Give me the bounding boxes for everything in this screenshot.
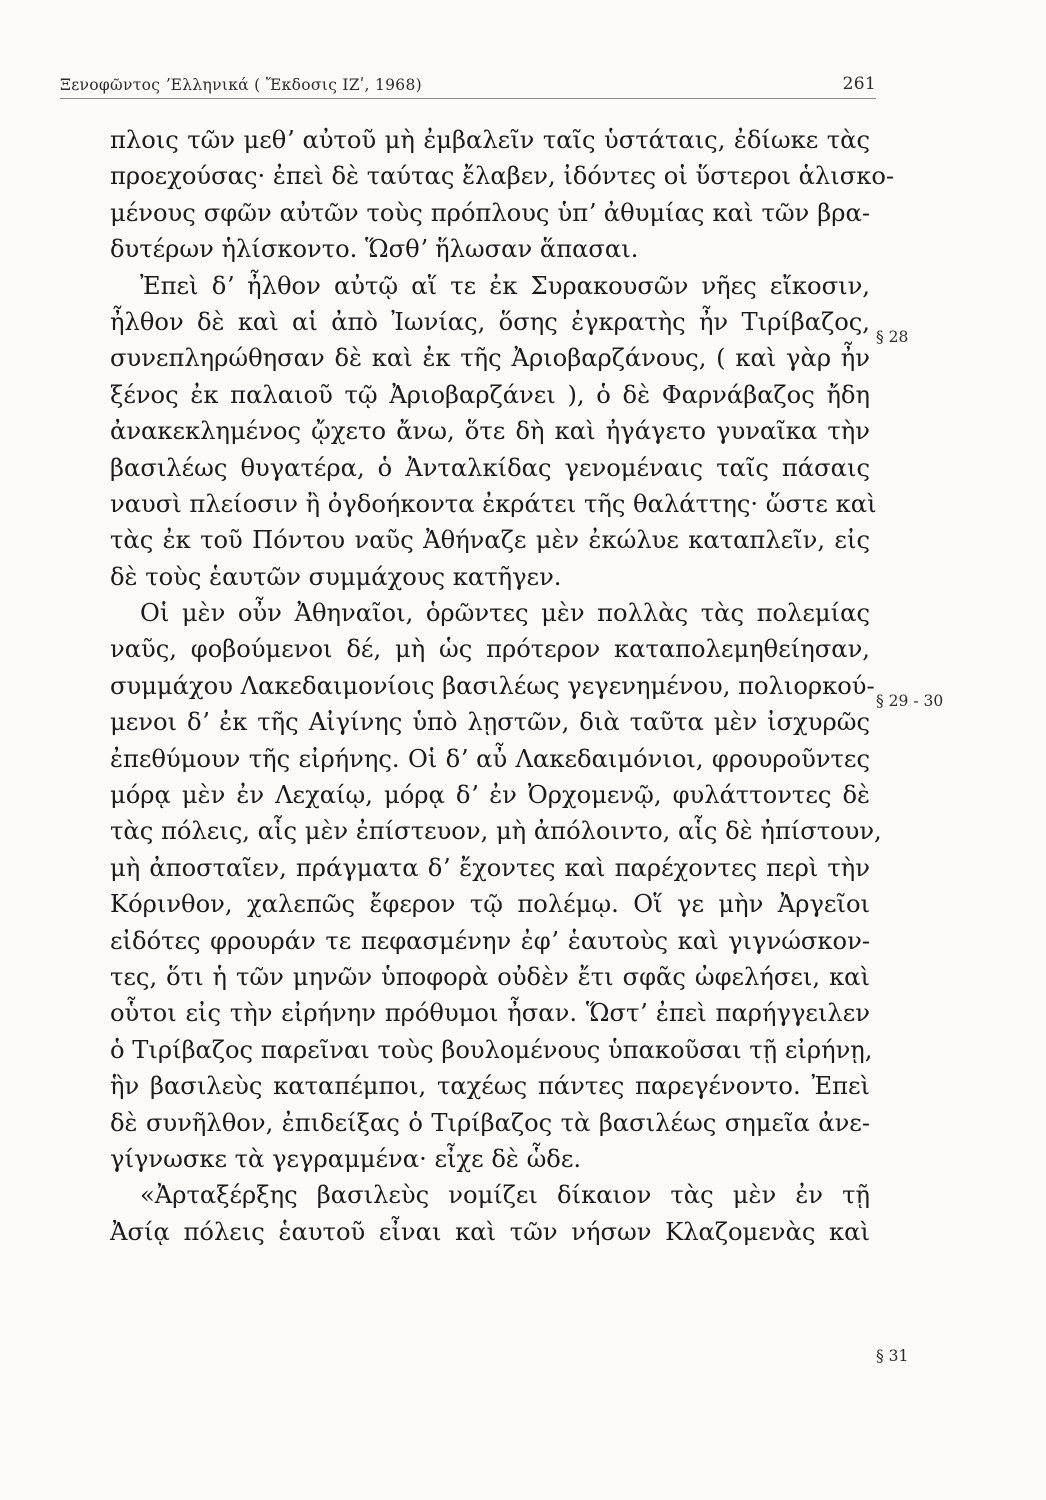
text-line: ξένος ἐκ παλαιοῦ τῷ Ἀριοβαρζάνει ), ὁ δὲ Φαρνάβαζος ἤδη <box>110 380 870 409</box>
page-number: 261 <box>842 74 876 94</box>
text-line: Οἱ μὲν οὖν Ἀθηναῖοι, ὁρῶντες μὲν πολλὰς τὰς πολεμίας <box>140 599 870 628</box>
running-title: Ξενοφῶντος ʼΕλληνικά ( Ἔκδοσις ΙΖʹ, 1968) <box>60 76 422 94</box>
text-line: ἐπεθύμουν τῆς εἰρήνης. Οἱ δʼ αὖ Λακεδαιμόνιοι, φρουροῦντες <box>110 744 870 773</box>
text-line: τὰς πόλεις, αἷς μὲν ἐπίστευον, μὴ ἀπόλοιντο, αἷς δὲ ἠπίστουν, <box>110 817 882 846</box>
section-ref-29-30: § 29 - 30 <box>876 692 944 710</box>
text-line: δὲ συνῆλθον, ἐπιδείξας ὁ Τιρίβαζος τὰ βασιλέως σημεῖα ἀνε- <box>110 1108 870 1137</box>
text-line: συνεπληρώθησαν δὲ καὶ ἐκ τῆς Ἀριοβαρζάνους, ( καὶ γὰρ ἦν <box>110 344 870 373</box>
text-line: μὴ ἀποσταῖεν, πράγματα δʼ ἔχοντες καὶ παρέχοντες περὶ τὴν <box>110 853 870 882</box>
section-ref-28: § 28 <box>876 328 909 346</box>
text-line: «Ἀρταξέρξης βασιλεὺς νομίζει δίκαιον τὰς μὲν ἐν τῇ <box>140 1181 870 1210</box>
text-line: πλοις τῶν μεθʼ αὐτοῦ μὴ ἐμβαλεῖν ταῖς ὑστάταις, ἐδίωκε τὰς <box>110 126 870 154</box>
text-line: γίγνωσκε τὰ γεγραμμένα· εἶχε δὲ ὧδε. <box>110 1144 582 1173</box>
text-line: μένους σφῶν αὐτῶν τοὺς πρόπλους ὑπʼ ἀθυμίας καὶ τῶν βρα- <box>110 198 870 227</box>
text-line: οὗτοι εἰς τὴν εἰρήνην πρόθυμοι ἦσαν. Ὥστʼ ἐπεὶ παρήγγειλεν <box>110 999 870 1028</box>
text-line: Ἐπεὶ δʼ ἦλθον αὐτῷ αἵ τε ἐκ Συρακουσῶν νῆες εἴκοσιν, <box>140 271 870 300</box>
running-header <box>60 70 876 99</box>
text-line: Ἀσίᾳ πόλεις ἑαυτοῦ εἶναι καὶ τῶν νήσων Κλαζομενὰς καὶ <box>110 1217 870 1246</box>
text-line: μόρᾳ μὲν ἐν Λεχαίῳ, μόρᾳ δʼ ἐν Ὀρχομενῷ, φυλάττοντες δὲ <box>110 781 870 810</box>
text-line: βασιλέως θυγατέρα, ὁ Ἀνταλκίδας γενομέναις ταῖς πάσαις <box>110 453 870 482</box>
text-line: δὲ τοὺς ἑαυτῶν συμμάχους κατῆγεν. <box>110 562 562 591</box>
section-ref-31: § 31 <box>876 1347 909 1365</box>
text-line: μενοι δʼ ἐκ τῆς Αἰγίνης ὑπὸ λῃστῶν, διὰ ταῦτα μὲν ἰσχυρῶς <box>110 708 870 737</box>
text-line: ναῦς, φοβούμενοι δέ, μὴ ὡς πρότερον καταπολεμηθείησαν, <box>110 635 870 664</box>
text-line: τες, ὅτι ἡ τῶν μηνῶν ὑποφορὰ οὐδὲν ἔτι σφᾶς ὠφελήσει, καὶ <box>110 962 870 991</box>
text-line: ἀνακεκλημένος ᾤχετο ἄνω, ὅτε δὴ καὶ ἠγάγετο γυναῖκα τὴν <box>110 417 870 446</box>
text-line: Κόρινθον, χαλεπῶς ἔφερον τῷ πολέμῳ. Οἵ γε μὴν Ἀργεῖοι <box>110 890 870 919</box>
text-line: εἰδότες φρουράν τε πεφασμένην ἐφʼ ἑαυτοὺς καὶ γιγνώσκον- <box>110 926 870 955</box>
text-line: τὰς ἐκ τοῦ Πόντου ναῦς Ἀθήναζε μὲν ἐκώλυε καταπλεῖν, εἰς <box>110 526 870 555</box>
text-line: ἦλθον δὲ καὶ αἱ ἀπὸ Ἰωνίας, ὅσης ἐγκρατὴς ἦν Τιρίβαζος, <box>110 307 870 336</box>
text-line: προεχούσας· ἐπεὶ δὲ ταύτας ἔλαβεν, ἰδόντες οἱ ὕστεροι ἁλισκο- <box>110 162 895 191</box>
text-line: συμμάχου Λακεδαιμονίοις βασιλέως γεγενημένου, πολιορκού- <box>110 671 875 700</box>
text-line: ἣν βασιλεὺς καταπέμποι, ταχέως πάντες παρεγένοντο. Ἐπεὶ <box>110 1072 870 1101</box>
text-line: ναυσὶ πλείοσιν ἢ ὀγδοήκοντα ἐκράτει τῆς θαλάττης· ὥστε καὶ <box>110 489 877 518</box>
text-line: δυτέρων ἡλίσκοντο. Ὥσθʼ ἥλωσαν ἅπασαι. <box>110 235 639 264</box>
text-line: ὁ Τιρίβαζος παρεῖναι τοὺς βουλομένους ὑπακοῦσαι τῇ εἰρήνῃ, <box>110 1035 873 1064</box>
